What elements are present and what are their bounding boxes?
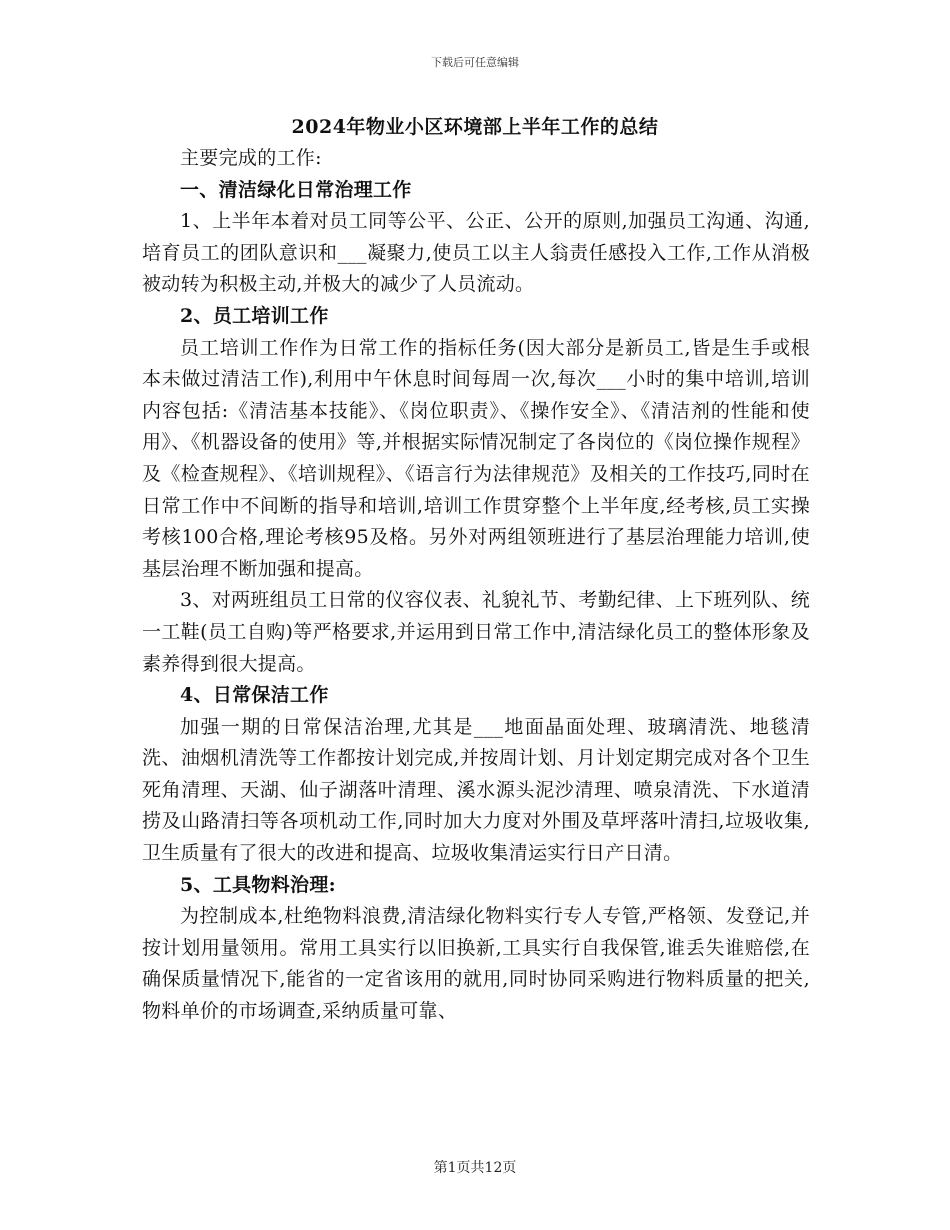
page-header-note: 下载后可任意编辑 xyxy=(431,56,519,69)
section-heading-4: 4、日常保洁工作 xyxy=(180,684,329,707)
body-paragraph: 加强一期的日常保洁治理,尤其是___地面晶面处理、玻璃清洗、地毯清洗、油烟机清洗等工作都按计划完成,并按周计划、月计划定期完成对各个卫生死角清理、天湖、仙子湖落叶清理、溪水源头泥沙清理、喷泉清洗、下水道清捞及山路清扫等各项机动工作,同时加大力度对外围及草坪落叶清扫,垃圾收集,卫生质量有了很大的改进和提高、垃圾收集清运实行日产日清。 xyxy=(142,715,810,865)
page-number: 第1页共12页 xyxy=(433,1160,517,1176)
section-heading-2: 2、员工培训工作 xyxy=(180,304,329,327)
section-heading-5: 5、工具物料治理: xyxy=(180,873,336,896)
body-paragraph: 3、对两班组员工日常的仪容仪表、礼貌礼节、考勤纪律、上下班列队、统一工鞋(员工自购)等严格要求,并运用到日常工作中,清洁绿化员工的整体形象及素养得到很大提高。 xyxy=(142,589,810,675)
body-paragraph: 为控制成本,杜绝物料浪费,清洁绿化物料实行专人专管,严格领、发登记,并按计划用量领用。常用工具实行以旧换新,工具实行自我保管,谁丢失谁赔偿,在确保质量情况下,能省的一定省该用的就用,同时协同采购进行物料质量的把关,物料单价的市场调查,采纳质量可靠、 xyxy=(142,905,810,1023)
body-paragraph: 员工培训工作作为日常工作的指标任务(因大部分是新员工,皆是生手或根本未做过清洁工作),利用中午休息时间每周一次,每次___小时的集中培训,培训内容包括:《清洁基本技能》、《岗位职责》、《操作安全》、《清洁剂的性能和使用》、《机器设备的使用》等,并根据实际情况制定了各岗位的《岗位操作规程》及《检查规程》、《培训规程》、《语言行为法律规范》及相关的工作技巧,同时在日常工作中不间断的指导和培训,培训工作贯穿整个上半年度,经考核,员工实操考核100合格,理论考核95及格。另外对两组领班进行了基层治理能力培训,使基层治理不断加强和提高。 xyxy=(142,336,810,580)
document-body xyxy=(142,143,810,1028)
section-heading-1: 一、清洁绿化日常治理工作 xyxy=(180,178,412,201)
body-paragraph: 1、上半年本着对员工同等公平、公正、公开的原则,加强员工沟通、沟通,培育员工的团队意识和___凝聚力,使员工以主人翁责任感投入工作,工作从消极被动转为积极主动,并极大的减少了人员流动。 xyxy=(142,210,810,296)
document-title: 2024年物业小区环境部上半年工作的总结 xyxy=(291,116,659,138)
intro-paragraph: 主要完成的工作: xyxy=(180,147,322,169)
